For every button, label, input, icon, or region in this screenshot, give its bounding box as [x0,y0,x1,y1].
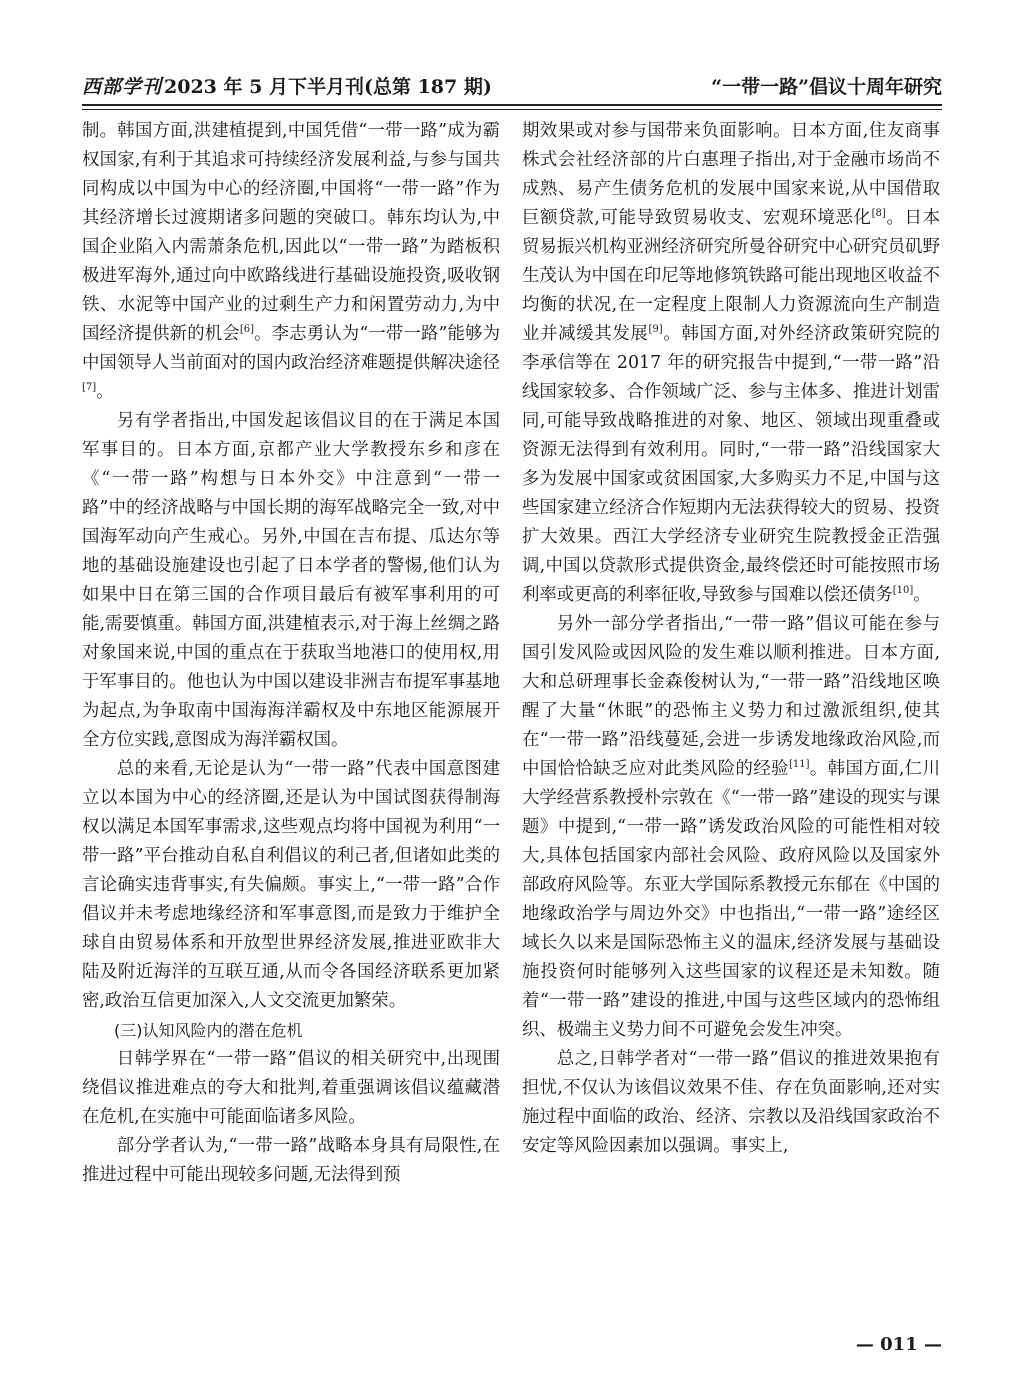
paragraph: 部分学者认为,“一带一路”战略本身具有局限性,在推进过程中可能出现较多问题,无法得到预 [82,1136,500,1185]
paragraph: 日韩学界在“一带一路”倡议的相关研究中,出现围绕倡议推进难点的夸大和批判,着重强调该倡议蕴藏潜在危机,在实施中可能面临诸多风险。 [82,1049,500,1127]
section-subheading: (三)认知风险内的潜在危机 [114,1021,303,1040]
paragraph: 另外一部分学者指出,“一带一路”倡议可能在参与国引发风险或因风险的发生难以顺利推进。日本方面,大和总研理事长金森俊树认为,“一带一路”沿线地区唤醒了大量“休眠”的恐怖主义势力和过激派组织,使其在“一带一路”沿线蔓延,会进一步诱发地缘政治风险,而中国恰恰缺乏应对此类风险的经验[11]。韩国方面,仁川大学经营系教授朴宗敦在《“一带一路”建设的现实与课题》中提到,“一带一路”诱发政治风险的可能性相对较大,具体包括国家内部社会风险、政府风险以及国家外部政府风险等。东亚大学国际系教授元东郁在《中国的地缘政治学与周边外交》中也指出,“一带一路”途经区域长久以来是国际恐怖主义的温床,经济发展与基础设施投资何时能够列入这些国家的议程还是未知数。随着“一带一路”建设的推进,中国与这些区域内的恐怖组织、极端主义势力间不可避免会发生冲突。 [522,614,940,1040]
citation: [11] [788,759,810,771]
citation: [8] [871,208,886,220]
citation: [9] [648,324,663,336]
header-rule-thin [82,109,942,110]
column-title: “一带一路”倡议十周年研究 [711,76,942,98]
issue-info: 2023 年 5 月下半月刊(总第 187 期) [164,76,492,98]
citation: [7] [82,382,97,394]
citation: [6] [239,324,254,336]
paragraph: 总之,日韩学者对“一带一路”倡议的推进效果抱有担忧,不仅认为该倡议效果不佳、存在负面影响,还对实施过程中面临的政治、经济、宗教以及沿线国家政治不安定等风险因素加以强调。事实上, [522,1049,940,1156]
running-header [82,60,942,104]
paragraph: 另有学者指出,中国发起该倡议目的在于满足本国军事目的。日本方面,京都产业大学教授东乡和彦在《“一带一路”构想与日本外交》中注意到“一带一路”中的经济战略与中国长期的海军战略完全一致,对中国海军动向产生戒心。另外,中国在吉布提、瓜达尔等地的基础设施建设也引起了日本学者的警惕,他们认为如果中日在第三国的合作项目最后有被军事利用的可能,需要慎重。韩国方面,洪建植表示,对于海上丝绸之路对象国来说,中国的重点在于获取当地港口的使用权,用于军事目的。他也认为中国以建设非洲吉布提军事基地为起点,为争取南中国海海洋霸权及中东地区能源展开全方位实践,意图成为海洋霸权国。 [82,411,500,750]
journal-logo: 西部学刊 [82,76,163,98]
paragraph: 制。韩国方面,洪建植提到,中国凭借“一带一路”成为霸权国家,有利于其追求可持续经济发展利益,与参与国共同构成以中国为中心的经济圈,中国将“一带一路”作为其经济增长过渡期诸多问题的突破口。韩东均认为,中国企业陷入内需萧条危机,因此以“一带一路”为踏板积极进军海外,通过向中欧路线进行基础设施投资,吸收钢铁、水泥等中国产业的过剩生产力和闲置劳动力,为中国经济提供新的机会[6]。李志勇认为“一带一路”能够为中国领导人当前面对的国内政治经济难题提供解决途径[7]。 [82,121,500,402]
journal-issue [82,72,492,99]
paragraph: 期效果或对参与国带来负面影响。日本方面,住友商事株式会社经济部的片白惠理子指出,对于金融市场尚不成熟、易产生债务危机的发展中国家来说,从中国借取巨额贷款,可能导致贸易收支、宏观环境恶化[8]。日本贸易振兴机构亚洲经济研究所曼谷研究中心研究员矶野生茂认为中国在印尼等地修筑铁路可能出现地区收益不均衡的状况,在一定程度上限制人力资源流向生产制造业并减缓其发展[9]。韩国方面,对外经济政策研究院的李承信等在 2017 年的研究报告中提到,“一带一路”沿线国家较多、合作领域广泛、参与主体多、推进计划雷同,可能导致战略推进的对象、地区、领域出现重叠或资源无法得到有效利用。同时,“一带一路”沿线国家大多为发展中国家或贫困国家,大多购买力不足,中国与这些国家建立经济合作短期内无法获得较大的贸易、投资扩大效果。西江大学经济专业研究生院教授金正浩强调,中国以贷款形式提供资金,最终偿还时可能按照市场利率或更高的利率征收,导致参与国难以偿还债务[10]。 [522,121,940,605]
page-number: — 011 — [855,1334,942,1355]
right-column [522,117,940,1161]
paragraph: 总的来看,无论是认为“一带一路”代表中国意图建立以本国为中心的经济圈,还是认为中国试图获得制海权以满足本国军事需求,这些观点均将中国视为利用“一带一路”平台推动自私自利倡议的利己者,但诸如此类的言论确实违背事实,有失偏颇。事实上,“一带一路”合作倡议并未考虑地缘经济和军事意图,而是致力于维护全球自由贸易体系和开放型世界经济发展,推进亚欧非大陆及附近海洋的互联互通,从而令各国经济联系更加紧密,政治互信更加深入,人文交流更加繁荣。 [82,759,500,1011]
left-column [82,117,500,1190]
header-rule-thick [82,104,942,106]
citation: [10] [892,585,914,597]
